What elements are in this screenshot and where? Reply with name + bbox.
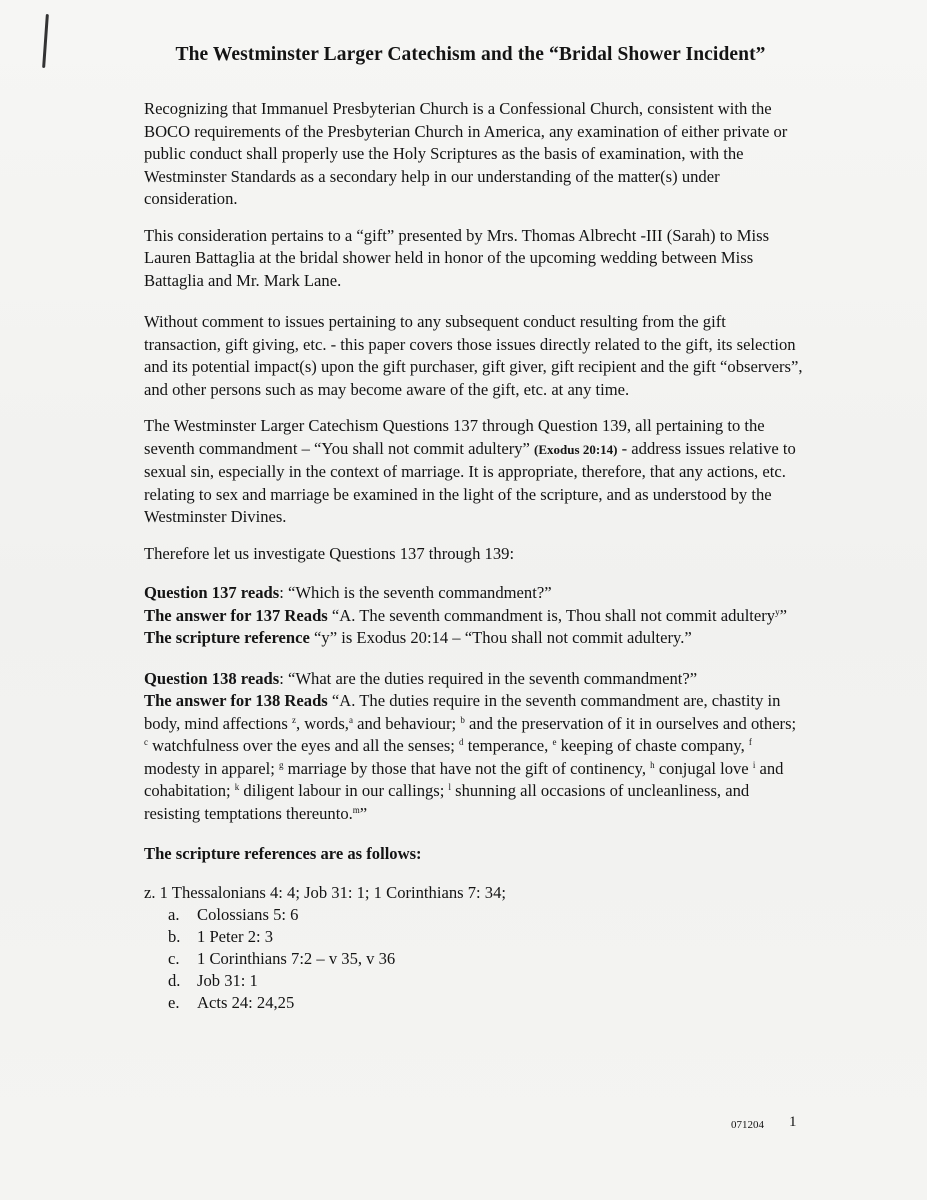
- reference-letter: b.: [168, 927, 181, 946]
- answer-137-label: The answer for 137 Reads: [144, 605, 328, 625]
- reference-137: [144, 627, 804, 650]
- catechism-paragraph: [144, 415, 804, 529]
- reference-137-label: The scripture reference: [144, 628, 310, 647]
- answer-138-text: and cohabitation;: [144, 758, 784, 800]
- answer-138: [144, 690, 804, 825]
- reference-letter: a.: [168, 905, 180, 924]
- reference-item: [168, 904, 804, 926]
- answer-137: [144, 605, 804, 628]
- answer-138-text: diligent labour in our callings;: [239, 781, 449, 800]
- catechism-text-end: - address issues relative to sexual sin, especially in the context of marriage. It is appropriate, therefore, that any actions, etc. relating to sex and marriage be examined in the light of the scripture, and as understood by the Westminster Divines.: [144, 438, 796, 526]
- footnote-marker: g: [279, 759, 284, 770]
- answer-138-text: ”: [359, 803, 368, 823]
- question-138-text: : “What are the duties required in the seventh commandment?”: [279, 668, 698, 688]
- reference-item: [168, 926, 804, 948]
- catechism-text: The Westminster Larger Catechism Questions 137 through Question 139, all pertaining to the seventh commandment – “You shall not commit adultery”: [144, 416, 765, 458]
- footnote-marker: e: [552, 737, 557, 747]
- gift-paragraph: This consideration pertains to a “gift” presented by Mrs. Thomas Albrecht -III (Sarah) to Miss Lauren Battaglia at the bridal shower held in honor of the upcoming wedding between Miss Battaglia and Mr. Mark Lane.: [144, 225, 770, 290]
- question-137-label: Question 137 reads: [144, 583, 280, 602]
- intro-paragraph: Recognizing that Immanuel Presbyterian Church is a Confessional Church, consistent with the BOCO requirements of the Presbyterian Church in America, any examination of either private or public conduct shall properly use the Holy Scriptures as the basis of examination, with the Westminster Standards as a secondary help in our understanding of the matter(s) under consideration.: [144, 99, 788, 208]
- answer-138-text: “A. The duties require in the seventh commandment are, chastity in body, mind affections: [144, 691, 781, 733]
- question-138: [144, 668, 804, 691]
- question-137-block: [144, 582, 804, 650]
- footnote-marker: c: [144, 737, 148, 747]
- answer-138-text: modesty in apparel;: [144, 758, 280, 778]
- page-number: 1: [789, 1114, 797, 1130]
- reference-137-text: “y” is Exodus 20:14 – “Thou shall not commit adultery.”: [309, 628, 692, 647]
- answer-137-text: “A. The seventh commandment is, Thou shall not commit adultery: [327, 605, 776, 625]
- answer-138-text: conjugal love: [654, 758, 753, 778]
- reference-text: 1 Peter 2: 3: [197, 927, 274, 946]
- answer-138-text: temperance,: [463, 736, 553, 755]
- reference-letter: c.: [168, 949, 180, 968]
- reference-text: 1 Corinthians 7:2 – v 35, v 36: [197, 949, 396, 968]
- footnote-marker: b: [460, 714, 465, 725]
- footnote-marker: y: [775, 606, 780, 617]
- reference-item: [168, 970, 804, 992]
- answer-138-text: , words,: [295, 713, 349, 733]
- answer-138-text: and the preservation of it in ourselves and others;: [464, 713, 797, 733]
- question-137: [144, 582, 804, 605]
- answer-138-label: The answer for 138 Reads: [144, 691, 328, 710]
- answer-138-text: shunning all occasions of uncleanliness, and resisting temptations thereunto.: [144, 781, 750, 823]
- document-code: 071204: [731, 1119, 764, 1131]
- question-138-block: [144, 668, 804, 826]
- footnote-marker: d: [459, 737, 464, 747]
- references-list: [144, 904, 804, 1014]
- reference-item: [168, 992, 804, 1014]
- exodus-reference: (Exodus 20:14): [534, 441, 618, 457]
- footnote-marker: i: [752, 759, 756, 770]
- footnote-marker: z: [291, 714, 296, 725]
- answer-138-text: keeping of chaste company,: [556, 736, 749, 755]
- answer-137-end: ”: [779, 605, 787, 625]
- reference-text: Job 31: 1: [197, 971, 258, 990]
- answer-138-text: and behaviour;: [352, 713, 461, 733]
- scope-paragraph: Without comment to issues pertaining to any subsequent conduct resulting from the gift transaction, gift giving, etc. - this paper covers those issues directly related to the gift, its selection and its potential impact(s) upon the gift purchaser, gift giver, gift recipient and the gift “observers”, and other persons such as may become aware of the gift, etc. at any time.: [144, 312, 803, 399]
- reference-text: Acts 24: 24,25: [197, 993, 295, 1012]
- footnote-marker: f: [748, 737, 752, 747]
- footnote-marker: l: [448, 782, 452, 792]
- reference-item: [168, 948, 804, 970]
- footnote-marker: k: [234, 782, 240, 792]
- investigate-paragraph: Therefore let us investigate Questions 137 through 139:: [144, 543, 515, 563]
- reference-text: Colossians 5: 6: [197, 905, 299, 924]
- page-title: The Westminster Larger Catechism and the “Bridal Shower Incident”: [175, 44, 766, 65]
- reference-letter: d.: [168, 971, 181, 990]
- reference-z: z. 1 Thessalonians 4: 4; Job 31: 1; 1 Corinthians 7: 34;: [144, 882, 506, 902]
- references-heading: The scripture references are as follows:: [144, 844, 422, 863]
- answer-138-text: watchfulness over the eyes and all the senses;: [148, 736, 460, 755]
- question-137-text: : “Which is the seventh commandment?”: [279, 583, 552, 602]
- answer-138-text: marriage by those that have not the gift of continency,: [283, 758, 651, 778]
- footnote-marker: h: [650, 759, 655, 770]
- question-138-label: Question 138 reads: [144, 668, 280, 688]
- footnote-marker: a: [348, 714, 353, 725]
- footnote-marker: m: [352, 804, 360, 815]
- reference-letter: e.: [168, 993, 180, 1012]
- document-body: [144, 98, 804, 1014]
